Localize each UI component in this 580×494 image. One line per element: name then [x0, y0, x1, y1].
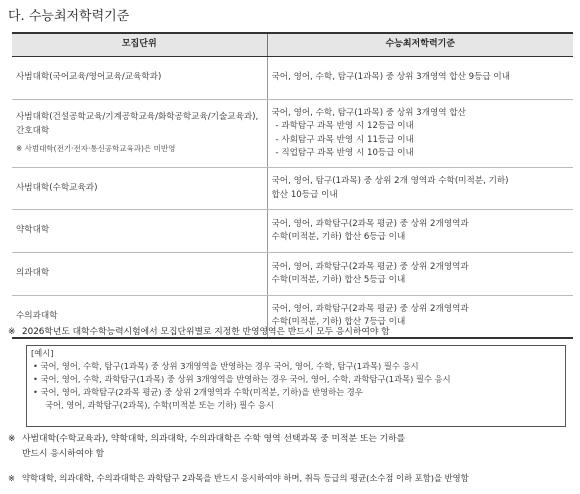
unit-cell [12, 253, 267, 296]
table-header-row [12, 33, 573, 57]
example-line: • 국어, 영어, 수학, 과학탐구(1과목) 중 상위 3개영역을 반영하는 경우 국어, 영어, 수학, 과학탐구(1과목) 필수 응시 [33, 374, 451, 384]
criteria-line: 국어, 영어, 수학, 탐구(1과목) 중 상위 3개영역 합산 9등급 이내 [271, 72, 511, 83]
note-text: 사범대학(수학교육과), 약학대학, 의과대학, 수의과대학은 수학 영역 선택과목 중 미적분 또는 기하를 [22, 434, 406, 444]
unit-cell [12, 210, 267, 253]
criteria-cell [267, 168, 573, 210]
criteria-line: 수학(미적분, 기하) 합산 7등급 이내 [271, 317, 406, 328]
unit-text: 사범대학(건설공학교육/기계공학교육/화학공학교육/기술교육과), 간호대학 [16, 112, 259, 136]
note-text: 2026학년도 대학수학능력시험에서 모집단위별로 지정한 반영영역은 반드시 모두 응시하여야 함 [22, 327, 390, 337]
header-unit: 모집단위 [12, 33, 267, 57]
unit-text: 사범대학(국어교육/영어교육/교육학과) [16, 72, 162, 83]
note-mark: ※ [8, 473, 15, 483]
criteria-line: 국어, 영어, 과학탐구(2과목 평균) 중 상위 2개영역과 [271, 303, 469, 314]
requirements-table [12, 32, 573, 339]
note-3 [8, 471, 469, 486]
note-2 [8, 432, 405, 461]
unit-cell [12, 57, 267, 100]
note-text: 약학대학, 의과대학, 수의과대학은 과학탐구 2과목을 반드시 응시하여야 하며, 취득 등급의 평균(소수점 이하 포함)을 반영함 [22, 473, 469, 483]
unit-cell [12, 168, 267, 210]
table-row [12, 253, 573, 296]
table-row [12, 168, 573, 210]
note-mark: ※ [8, 434, 16, 444]
note-text: 반드시 응시하여야 함 [22, 448, 105, 459]
criteria-line: - 사회탐구 과목 반영 시 11등급 이내 [275, 134, 414, 145]
unit-cell [12, 100, 267, 168]
section-heading: 다. 수능최저학력기준 [8, 9, 130, 24]
criteria-cell [267, 253, 573, 296]
table-row [12, 210, 573, 253]
criteria-line: - 직업탐구 과목 반영 시 10등급 이내 [275, 148, 414, 158]
criteria-line: - 과학탐구 과목 반영 시 12등급 이내 [275, 121, 414, 131]
example-box [26, 345, 566, 427]
unit-text: 약학대학 [16, 225, 50, 236]
criteria-line: 수학(미적분, 기하) 합산 6등급 이내 [271, 232, 406, 242]
example-line: • 국어, 영어, 수학, 탐구(1과목) 중 상위 3개영역을 반영하는 경우 국어, 영어, 수학, 탐구(1과목) 필수 응시 [33, 361, 419, 371]
criteria-cell [267, 57, 573, 100]
unit-text: 수의과대학 [16, 310, 58, 321]
header-criteria: 수능최저학력기준 [267, 33, 573, 57]
table-row [12, 100, 573, 168]
criteria-line: 국어, 영어, 과학탐구(2과목 평균) 중 상위 2개영역과 [271, 218, 469, 229]
criteria-cell [267, 210, 573, 253]
criteria-line: 국어, 영어, 과학탐구(2과목 평균) 중 상위 2개영역과 [271, 261, 469, 272]
note-1 [8, 325, 390, 340]
unit-text: 의과대학 [16, 268, 50, 279]
unit-text: 사범대학(수학교육과) [16, 182, 98, 193]
example-line: • 국어, 영어, 과학탐구(2과목 평균) 중 상위 2개영역과 수학(미적분, 기하)을 반영하는 경우 [33, 387, 363, 397]
criteria-line: 국어, 영어, 탐구(1과목) 중 상위 2개 영역과 수학(미적분, 기하) [271, 176, 509, 186]
unit-note: ※ 사범대학(전기·전자·통신공학교육과)은 미반영 [16, 144, 176, 154]
example-title: [예시] [31, 348, 54, 358]
table-row [12, 57, 573, 100]
example-line: 국어, 영어, 과학탐구(2과목), 수학(미적분 또는 기하) 필수 응시 [45, 400, 274, 410]
criteria-cell [267, 100, 573, 168]
criteria-line: 합산 10등급 이내 [271, 189, 338, 200]
note-mark: ※ [8, 327, 16, 337]
criteria-line: 수학(미적분, 기하) 합산 5등급 이내 [271, 275, 406, 285]
criteria-line: 국어, 영어, 수학, 탐구(1과목) 중 상위 3개영역 합산 [271, 107, 466, 118]
